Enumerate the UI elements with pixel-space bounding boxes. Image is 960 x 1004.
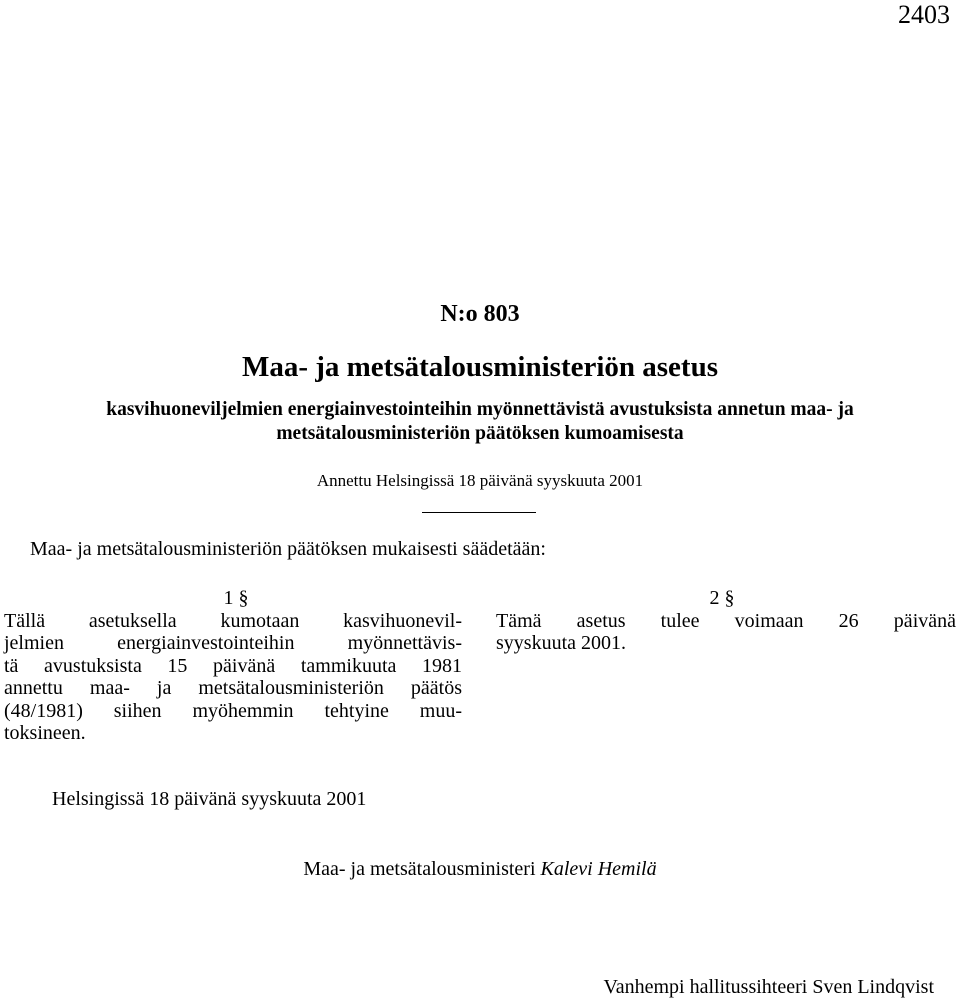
section-2-text [496,610,956,655]
text-line: Tämä asetus tulee voimaan 26 päivänä [496,610,956,632]
text-line: Tällä asetuksella kumotaan kasvihuonevil- [4,610,462,632]
secretary-name: Sven Lindqvist [812,976,934,998]
minister-title: Maa- ja metsätalousministeri [303,858,536,880]
page-number: 2403 [898,0,950,29]
section-1-text [4,610,462,744]
signature-place-date: Helsingissä 18 päivänä syyskuuta 2001 [52,788,367,810]
minister-name: Kalevi Hemilä [540,858,657,880]
text-line: jelmien energiainvestointeihin myönnettävis- [4,632,462,655]
section-2-heading: 2 § [709,587,735,609]
minister-signature [0,856,960,882]
text-line: annettu maa- ja metsätalousministeriön päätös [4,677,462,700]
text-line: (48/1981) siihen myöhemmin tehtyine muu- [4,699,462,722]
text-line: tä avustuksista 15 päivänä tammikuuta 1981 [4,654,462,677]
text-line: syyskuuta 2001. [496,632,626,655]
text-line: toksineen. [4,722,86,745]
title-divider [422,512,536,513]
section-1-heading: 1 § [223,587,249,609]
secretary-signature [603,974,934,1000]
subtitle-line: kasvihuoneviljelmien energiainvestointeihin myönnettävistä avustuksista annetun maa- ja [106,399,854,420]
issued-date-line: Annettu Helsingissä 18 päivänä syyskuuta 2001 [316,471,644,490]
subtitle-line: metsätalousministeriön päätöksen kumoamisesta [276,423,684,444]
decree-subtitle [0,398,960,446]
secretary-title: Vanhempi hallitussihteeri [603,976,808,998]
preamble: Maa- ja metsätalousministeriön päätöksen mukaisesti säädetään: [30,538,546,560]
decree-title: Maa- ja metsätalousministeriön asetus [241,351,719,383]
statute-number: N:o 803 [440,301,520,327]
